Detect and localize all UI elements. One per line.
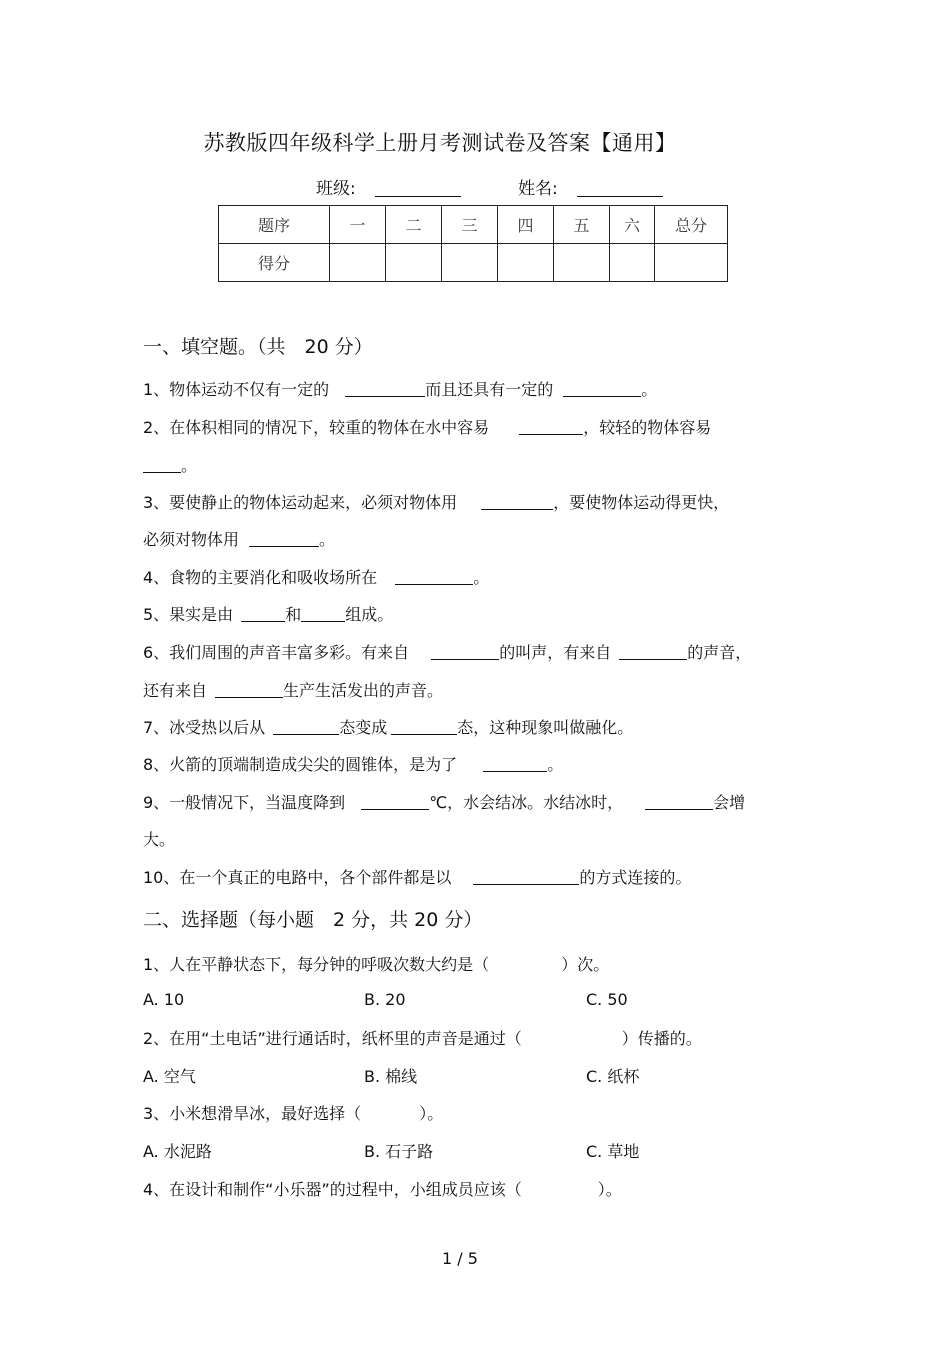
answer-blank[interactable] <box>143 457 181 473</box>
fill-question-2 <box>143 415 711 438</box>
score-cell[interactable] <box>330 244 386 282</box>
score-cell[interactable] <box>386 244 442 282</box>
score-header-cell: 六 <box>610 206 655 244</box>
score-table-score-row <box>219 244 728 282</box>
question-text: ，要使物体运动得更快， <box>553 493 730 512</box>
fill-question-9-cont: 大。 <box>143 830 176 849</box>
question-text: 3、小米想滑旱冰，最好选择（ <box>143 1104 362 1123</box>
question-text: 态，这种现象叫做融化。 <box>457 718 634 737</box>
question-text: 6、我们周围的声音丰富多彩。有来自 <box>143 643 410 662</box>
answer-blank[interactable] <box>483 756 547 772</box>
fill-question-5 <box>143 602 393 625</box>
question-text: 会增 <box>713 793 746 812</box>
option-c[interactable]: C. 50 <box>586 990 628 1009</box>
question-text: 1、物体运动不仅有一定的 <box>143 380 330 399</box>
answer-blank[interactable] <box>345 381 425 397</box>
fill-question-10 <box>143 865 691 888</box>
score-cell[interactable] <box>655 244 728 282</box>
name-label: 姓名: <box>518 179 558 199</box>
option-b[interactable]: B. 棉线 <box>364 1067 418 1086</box>
question-text: 。 <box>319 530 336 549</box>
score-table-header-row <box>219 206 728 244</box>
question-text: 。 <box>181 456 198 475</box>
question-text: 5、果实是由 <box>143 605 234 624</box>
question-text: ）次。 <box>561 955 610 974</box>
choice-question-2 <box>143 1026 702 1049</box>
score-header-cell: 三 <box>442 206 498 244</box>
question-text: 1、人在平静状态下，每分钟的呼吸次数大约是（ <box>143 955 490 974</box>
score-header-cell: 五 <box>554 206 610 244</box>
question-text: 2、在体积相同的情况下，较重的物体在水中容易 <box>143 418 490 437</box>
answer-blank[interactable] <box>215 682 283 698</box>
answer-blank[interactable] <box>519 419 583 435</box>
question-text: 4、在设计和制作“小乐器”的过程中，小组成员应该（ <box>143 1180 522 1199</box>
question-text: 10、在一个真正的电路中，各个部件都是以 <box>143 868 452 887</box>
fill-question-6 <box>143 640 751 663</box>
question-text: 的声音， <box>687 643 752 662</box>
option-a[interactable]: A. 空气 <box>143 1067 196 1086</box>
answer-blank[interactable] <box>431 644 499 660</box>
question-text: 还有来自 <box>143 681 208 700</box>
choice-question-3 <box>143 1101 443 1124</box>
question-text: ）。 <box>597 1180 622 1199</box>
question-text: 4、食物的主要消化和吸收场所在 <box>143 568 378 587</box>
answer-blank[interactable] <box>301 606 345 622</box>
fill-question-1 <box>143 377 657 400</box>
question-text: 。 <box>473 568 490 587</box>
fill-question-3-cont <box>143 527 335 550</box>
answer-blank[interactable] <box>391 719 457 735</box>
name-field <box>518 174 663 199</box>
score-row-label: 得分 <box>219 244 330 282</box>
question-text: 7、冰受热以后从 <box>143 718 266 737</box>
score-table <box>218 205 728 282</box>
name-blank <box>577 182 663 197</box>
section-2-title: 二、选择题（每小题 2 分，共 20 分） <box>143 909 483 931</box>
answer-blank[interactable] <box>249 531 319 547</box>
score-header-cell: 题序 <box>219 206 330 244</box>
fill-question-9 <box>143 790 745 813</box>
question-text: 的叫声，有来自 <box>499 643 612 662</box>
score-header-cell: 二 <box>386 206 442 244</box>
option-b[interactable]: B. 20 <box>364 990 406 1009</box>
question-text: ℃，水会结冰。水结冰时， <box>429 793 624 812</box>
question-text: 必须对物体用 <box>143 530 240 549</box>
fill-question-8 <box>143 752 563 775</box>
question-text: 。 <box>547 755 564 774</box>
fill-question-2-cont <box>143 453 197 476</box>
score-cell[interactable] <box>442 244 498 282</box>
class-field <box>316 174 461 199</box>
answer-blank[interactable] <box>645 794 713 810</box>
answer-blank[interactable] <box>273 719 339 735</box>
question-text: 生产生活发出的声音。 <box>283 681 444 700</box>
choice-question-4 <box>143 1177 622 1200</box>
score-cell[interactable] <box>498 244 554 282</box>
answer-blank[interactable] <box>481 494 553 510</box>
question-text: 的方式连接的。 <box>579 868 692 887</box>
answer-blank[interactable] <box>241 606 285 622</box>
fill-question-4 <box>143 565 489 588</box>
answer-blank[interactable] <box>361 794 429 810</box>
score-header-cell: 一 <box>330 206 386 244</box>
score-header-cell: 总分 <box>655 206 728 244</box>
question-text: 态变成 <box>339 718 388 737</box>
question-text: 9、一般情况下，当温度降到 <box>143 793 346 812</box>
question-text: 组成。 <box>345 605 394 624</box>
score-header-cell: 四 <box>498 206 554 244</box>
question-text: 和 <box>285 605 302 624</box>
class-blank <box>375 182 461 197</box>
option-c[interactable]: C. 草地 <box>586 1142 640 1161</box>
question-text: ）。 <box>419 1104 444 1123</box>
option-b[interactable]: B. 石子路 <box>364 1142 434 1161</box>
page-number: 1 / 5 <box>442 1249 478 1268</box>
question-text: ，较轻的物体容易 <box>583 418 712 437</box>
class-label: 班级: <box>316 179 356 199</box>
score-cell[interactable] <box>610 244 655 282</box>
answer-blank[interactable] <box>473 869 579 885</box>
question-text: 。 <box>641 380 658 399</box>
answer-blank[interactable] <box>395 569 473 585</box>
answer-blank[interactable] <box>619 644 687 660</box>
option-c[interactable]: C. 纸杯 <box>586 1067 640 1086</box>
choice-question-1 <box>143 952 609 975</box>
fill-question-3 <box>143 490 729 513</box>
question-text: 而且还具有一定的 <box>425 380 554 399</box>
score-cell[interactable] <box>554 244 610 282</box>
question-text: 3、要使静止的物体运动起来，必须对物体用 <box>143 493 458 512</box>
section-1-title: 一、填空题。（共 20 分） <box>143 336 373 358</box>
question-text: 8、火箭的顶端制造成尖尖的圆锥体，是为了 <box>143 755 458 774</box>
option-a[interactable]: A. 水泥路 <box>143 1142 212 1161</box>
question-text: ）传播的。 <box>621 1029 702 1048</box>
question-text: 2、在用“土电话”进行通话时，纸杯里的声音是通过（ <box>143 1029 522 1048</box>
page-title: 苏教版四年级科学上册月考测试卷及答案【通用】 <box>203 131 677 155</box>
fill-question-7 <box>143 715 633 738</box>
option-a[interactable]: A. 10 <box>143 990 185 1009</box>
fill-question-6-cont <box>143 678 443 701</box>
answer-blank[interactable] <box>563 381 641 397</box>
